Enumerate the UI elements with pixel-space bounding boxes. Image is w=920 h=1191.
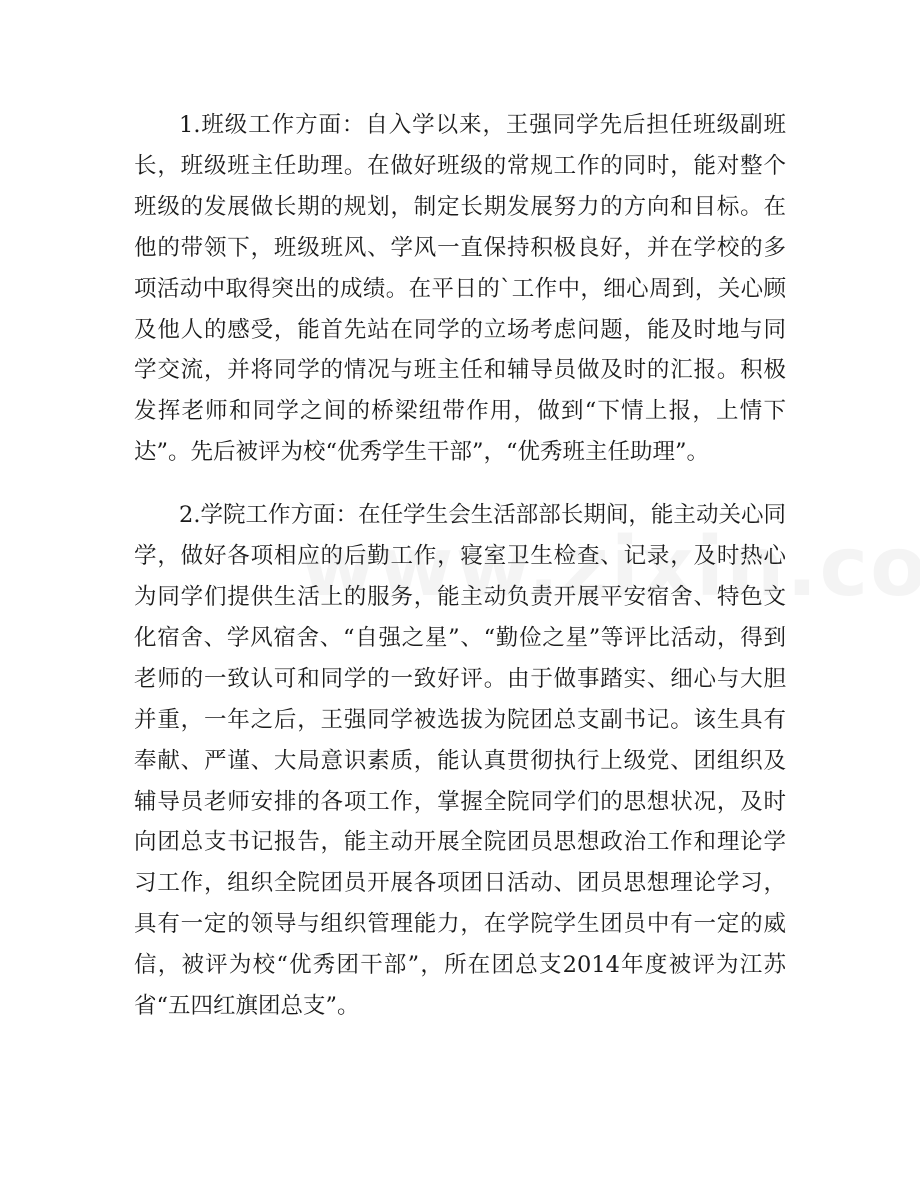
paragraph-class-work: 1.班级工作方面：自入学以来，王强同学先后担任班级副班长，班级班主任助理。在做好班级的常规工作的同时，能对整个班级的发展做长期的规划，制定长期发展努力的方向和目标。在他的带领下，班级班风、学风一直保持积极良好，并在学校的多项活动中取得突出的成绩。在平日的`工作中，细心周到，关心顾及他人的感受，能首先站在同学的立场考虑问题，能及时地与同学交流，并将同学的情况与班主任和辅导员做及时的汇报。积极发挥老师和同学之间的桥梁纽带作用，做到“下情上报，上情下达”。先后被评为校“优秀学生干部”，“优秀班主任助理”。 xyxy=(134,112,786,466)
document-body xyxy=(134,105,786,1027)
paragraph-college-work: 2.学院工作方面：在任学生会生活部部长期间，能主动关心同学，做好各项相应的后勤工作，寝室卫生检查、记录，及时热心为同学们提供生活上的服务，能主动负责开展平安宿舍、特色文化宿舍、学风宿舍、“自强之星”、“勤俭之星”等评比活动，得到老师的一致认可和同学的一致好评。由于做事踏实、细心与大胆并重，一年之后，王强同学被选拔为院团总支副书记。该生具有奉献、严谨、大局意识素质，能认真贯彻执行上级党、团组织及辅导员老师安排的各项工作，掌握全院同学们的思想状况，及时向团总支书记报告，能主动开展全院团员思想政治工作和理论学习工作，组织全院团员开展各项团日活动、团员思想理论学习，具有一定的领导与组织管理能力，在学院学生团员中有一定的威信，被评为校“优秀团干部”，所在团总支2014年度被评为江苏省“五四红旗团总支”。 xyxy=(134,502,786,1020)
